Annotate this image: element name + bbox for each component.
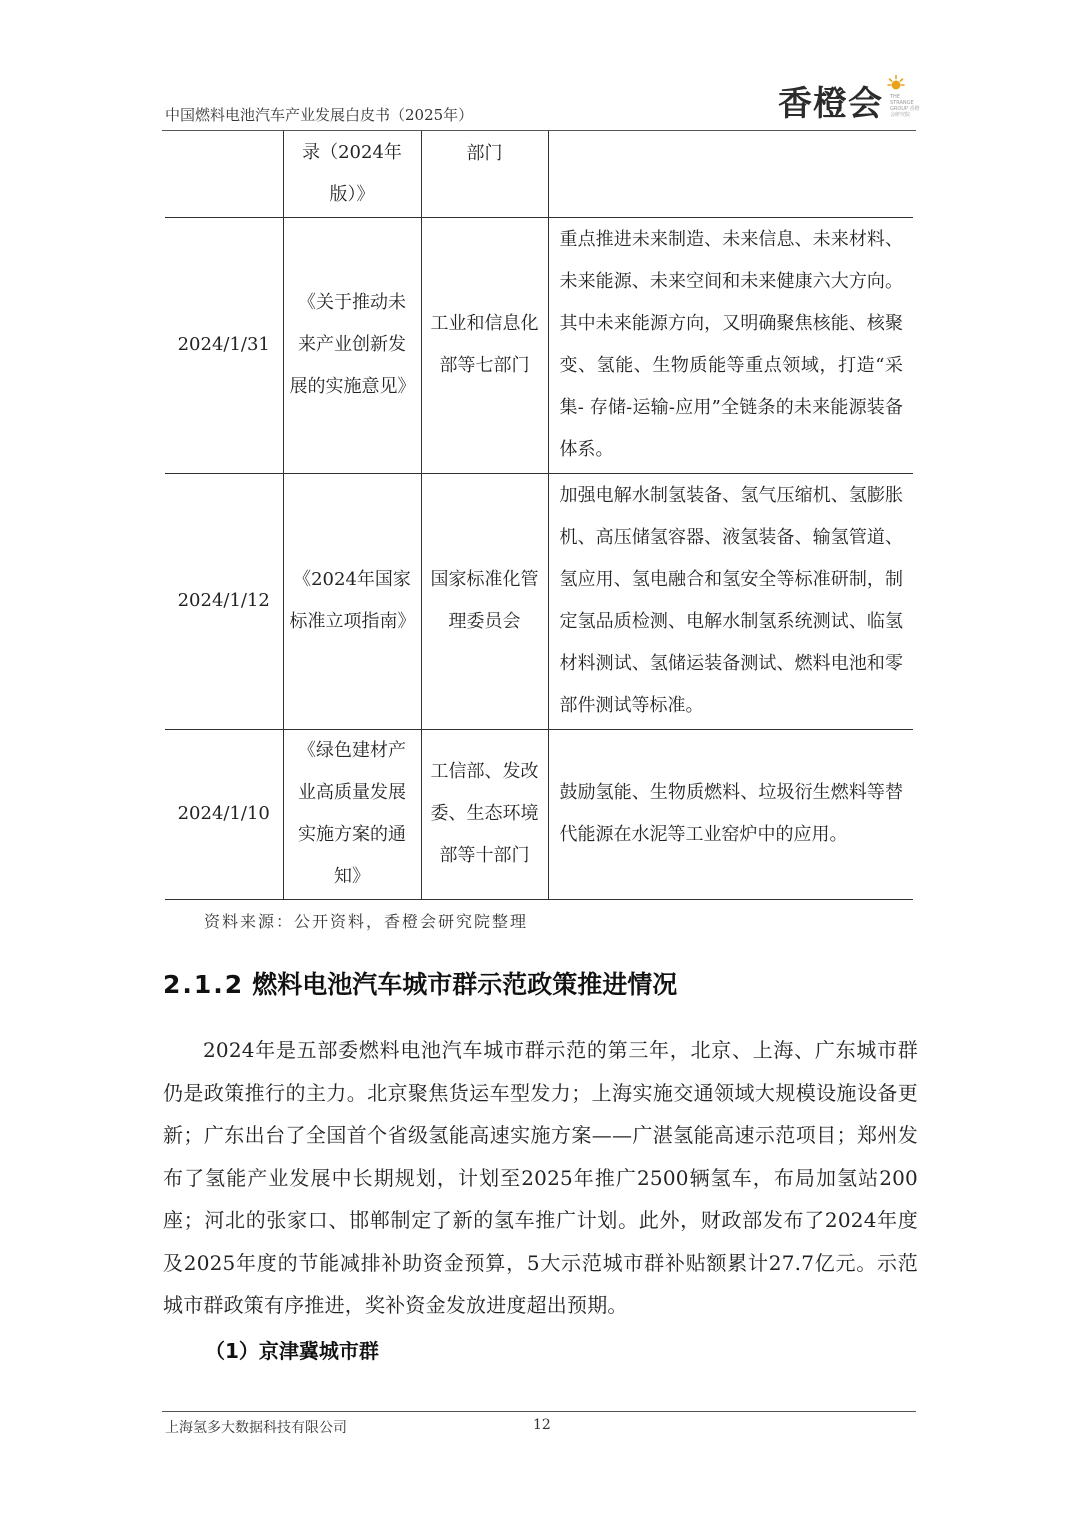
table-cell-date xyxy=(165,131,283,217)
page-number: 12 xyxy=(533,1417,551,1433)
table-cell-department: 国家标准化管理委员会 xyxy=(421,473,548,729)
table-cell-description: 重点推进未来制造、未来信息、未来材料、未来能源、未来空间和未来健康六大方向。其中未来能源方向，又明确聚焦核能、核聚变、氢能、生物质能等重点领域，打造“采集- 存储-运输-应用”全链条的未来能源装备体系。 xyxy=(548,217,913,473)
table-cell-policy-name: 《2024年国家标准立项指南》 xyxy=(283,473,421,729)
logo-subtext: THE STRANGE GROUP 香橙会研究院 xyxy=(890,94,920,118)
table-cell-department: 工信部、发改委、生态环境部等十部门 xyxy=(421,729,548,899)
table-row xyxy=(165,131,913,217)
table-row xyxy=(165,217,913,473)
table-cell-description xyxy=(548,131,913,217)
policy-table xyxy=(165,131,913,900)
table-cell-department: 工业和信息化部等七部门 xyxy=(421,217,548,473)
table-cell-date: 2024/1/10 xyxy=(165,729,283,899)
table-source-note: 资料来源：公开资料，香橙会研究院整理 xyxy=(204,912,529,931)
table-cell-date: 2024/1/31 xyxy=(165,217,283,473)
section-number: 2.1.2 xyxy=(163,970,245,999)
logo-wordmark: 香橙会 xyxy=(778,84,883,124)
table-cell-description: 加强电解水制氢装备、氢气压缩机、氢膨胀机、高压储氢容器、液氢装备、输氢管道、氢应用、氢电融合和氢安全等标准研制，制定氢品质检测、电解水制氢系统测试、临氢材料测试、氢储运装备测试、燃料电池和零部件测试等标准。 xyxy=(548,473,913,729)
table-cell-policy-name: 录（2024年版）》 xyxy=(283,131,421,217)
running-header-title: 中国燃料电池汽车产业发展白皮书（2025年） xyxy=(165,106,474,124)
sun-icon xyxy=(887,74,905,92)
table-cell-policy-name: 《关于推动未来产业创新发展的实施意见》 xyxy=(283,217,421,473)
footer-rule xyxy=(162,1411,916,1412)
footer-company: 上海氢多大数据科技有限公司 xyxy=(165,1420,347,1436)
table-row xyxy=(165,473,913,729)
body-paragraph: 2024年是五部委燃料电池汽车城市群示范的第三年，北京、上海、广东城市群仍是政策推行的主力。北京聚焦货运车型发力；上海实施交通领域大规模设施设备更新；广东出台了全国首个省级氢能高速实施方案——广湛氢能高速示范项目；郑州发布了氢能产业发展中长期规划，计划至2025年推广2500辆氢车，布局加氢站200座；河北的张家口、邯郸制定了新的氢车推广计划。此外，财政部发布了2024年度及2025年度的节能减排补助资金预算，5大示范城市群补贴额累计27.7亿元。示范城市群政策有序推进，奖补资金发放进度超出预期。 xyxy=(163,1038,918,1317)
section-heading xyxy=(163,965,677,1001)
section-title: 燃料电池汽车城市群示范政策推进情况 xyxy=(252,970,678,999)
table-cell-description: 鼓励氢能、生物质燃料、垃圾衍生燃料等替代能源在水泥等工业窑炉中的应用。 xyxy=(548,729,913,899)
table-cell-policy-name: 《绿色建材产业高质量发展实施方案的通知》 xyxy=(283,729,421,899)
subheading: （1）京津冀城市群 xyxy=(205,1339,379,1363)
brand-logo xyxy=(778,74,918,122)
table-cell-department: 部门 xyxy=(421,131,548,217)
table-cell-date: 2024/1/12 xyxy=(165,473,283,729)
table-row xyxy=(165,729,913,899)
